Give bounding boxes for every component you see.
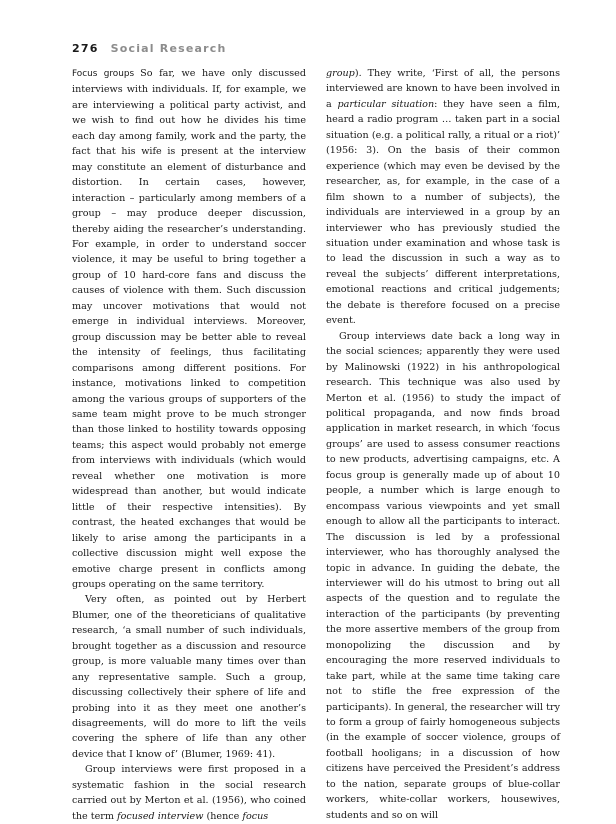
left-column bbox=[72, 66, 306, 824]
paragraph-text: So far, we have only discussed interviews with individuals. If, for example, we are interviewing a political party activist, and we wish to find out how he divides his time each day among family, work and the party, the fact that his wife is present at the interview may constitute an element of disturbance and distortion. In certain cases, however, interaction – particularly among members of a group – may produce deeper discussion, thereby aiding the researcher’s understanding. For example, in order to understand soccer violence, it may be useful to bring together a group of 10 hard-core fans and discuss the causes of violence with them. Such discussion may uncover motivations that would not emerge in individual interviews. Moreover, group discussion may be better able to reveal the intensity of feelings, thus facilitating comparisons among different positions. For instance, motivations linked to competition among the various groups of supporters of the same team might prove to be much stronger than those linked to hostility towards opposing teams; this aspect would probably not emerge from interviews with individuals (which would reveal whether one motivation is more widespread than another, but would indicate little of their respective intensities). By contrast, the heated exchanges that would be likely to arise among the participants in a collective discussion might well expose the emotive charge present in conflicts among groups operating on the same territory. bbox=[72, 68, 306, 590]
italic-term: group bbox=[326, 68, 355, 79]
italic-term: focus bbox=[242, 810, 269, 822]
paragraph-text: ). They write, ‘First of all, the persons interviewed are known to have been involved in a bbox=[326, 68, 560, 110]
paragraph bbox=[326, 66, 560, 329]
paragraph-text: Group interviews were first proposed in a systematic fashion in the social research carried out by Merton et al. (1956), who coined the term bbox=[72, 764, 306, 822]
right-column bbox=[326, 66, 560, 823]
paragraph-text: (hence bbox=[203, 810, 243, 822]
paragraph-text: : they have seen a film, heard a radio program … taken part in a social situation (e.g. a political rally, a ritual or a riot)’ (1956: 3). On the basis of their common experience (which may even be devised by the researcher, as, for example, in the case of a film shown to a number of subjects), the individuals are interviewed in a group by an interviewer who has previously studied the situation under examination and whose task is to lead the discussion in such a way as to reveal the subjects’ different interpretations, emotional reactions and critical judgements; the debate is therefore focused on a precise event. bbox=[326, 98, 560, 327]
running-title: Social Research bbox=[110, 42, 227, 55]
paragraph: Very often, as pointed out by Herbert Blumer, one of the theoreticians of qualitative research, ‘a small number of such individuals, brought together as a discussion and resource group, is more valuable many times over than any representative sample. Such a group, discussing collectively their sphere of life and probing into it as they meet one another’s disagreements, will do more to lift the veils covering the sphere of life than any other device that I know of’ (Blumer, 1969: 41). bbox=[72, 594, 306, 760]
italic-term: particular situation bbox=[337, 98, 435, 110]
running-header bbox=[72, 42, 227, 55]
paragraph bbox=[72, 66, 306, 592]
page-number: 276 bbox=[72, 42, 99, 55]
paragraph bbox=[72, 762, 306, 824]
paragraph: Group interviews date back a long way in the social sciences; apparently they were used by Malinowski (1922) in his anthropological research. This technique was also used by Merton et al. (1956) to study the impact of political propaganda, and now finds broad application in market research, in which ‘focus groups’ are used to assess consumer reactions to new products, advertising campaigns, etc. A focus group is generally made up of about 10 people, a number which is large enough to encompass various viewpoints and yet small enough to allow all the participants to interact. The discussion is led by a professional interviewer, who has thoroughly analysed the topic in advance. In guiding the debate, the interviewer will do his utmost to bring out all aspects of the question and to regulate the interaction of the participants (by preventing the more assertive members of the group from monopolizing the discussion and by encouraging the more reserved individuals to take part, while at the same time taking care not to stifle the free expression of the participants). In general, the researcher will try to form a group of fairly homogeneous subjects (in the example of soccer violence, groups of football hooligans; in a discussion of how citizens have perceived the President’s address to the nation, separate groups of blue-collar workers, white-collar workers, housewives, students and so on will bbox=[326, 330, 560, 821]
section-heading-focus-groups: Focus groups bbox=[72, 69, 135, 79]
italic-term: focused interview bbox=[117, 810, 204, 822]
